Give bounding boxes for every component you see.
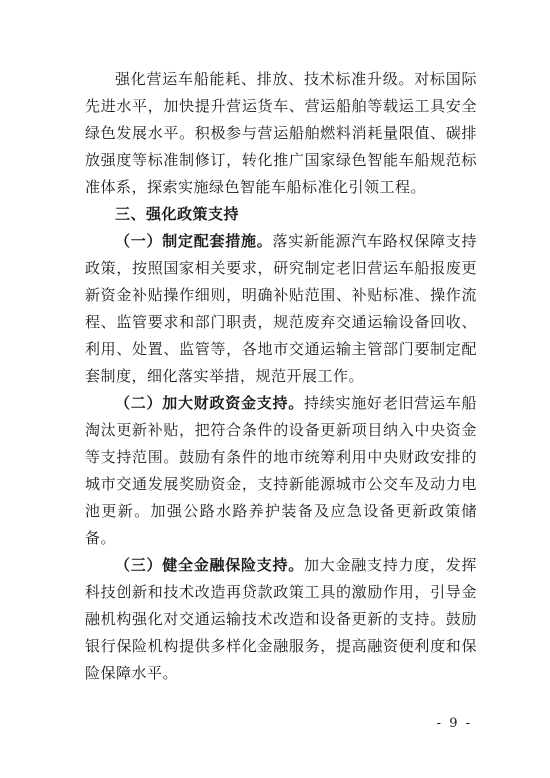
section-heading-policy-support: 三、强化政策支持 [115, 205, 240, 223]
document-body [85, 66, 477, 687]
paragraph-lead: （二）加大财政资金支持。 [115, 394, 304, 412]
paragraph-vehicle-standards: 强化营运车船能耗、排放、技术标准升级。对标国际先进水平，加快提升营运货车、营运船舶等载运工具安全绿色发展水平。积极参与营运船舶燃料消耗量限值、碳排放强度等标准制修订，转化推广国家绿色智能车船规范标准体系，探索实施绿色智能车船标准化引领工程。 [85, 70, 477, 196]
paragraph-body: 落实新能源汽车路权保障支持政策，按照国家相关要求，研究制定老旧营运车船报废更新资金补贴操作细则，明确补贴范围、补贴标准、操作流程、监管要求和部门职责，规范废弃交通运输设备回收、利用、处置、监管等，各地市交通运输主管部门要制定配套制度，细化落实举措，规范开展工作。 [85, 232, 477, 385]
paragraph-lead: （三）健全金融保险支持。 [115, 556, 304, 574]
paragraph-fiscal-support [85, 390, 477, 552]
page-number: - 9 - [436, 716, 472, 731]
paragraph-body: 持续实施好老旧营运车船淘汰更新补贴，把符合条件的设备更新项目纳入中央资金等支持范围。鼓励有条件的地市统筹利用中央财政安排的城市交通发展奖励资金，支持新能源城市公交车及动力电池更新。加强公路水路养护装备及应急设备更新政策储备。 [85, 394, 477, 547]
paragraph-body: 加大金融支持力度，发挥科技创新和技术改造再贷款政策工具的激励作用，引导金融机构强化对交通运输技术改造和设备更新的支持。鼓励银行保险机构提供多样化金融服务，提高融资便利度和保险保障水平。 [85, 556, 477, 682]
paragraph-financial-insurance [85, 552, 477, 687]
paragraph-lead: （一）制定配套措施。 [115, 232, 273, 250]
paragraph-supporting-measures [85, 228, 477, 390]
